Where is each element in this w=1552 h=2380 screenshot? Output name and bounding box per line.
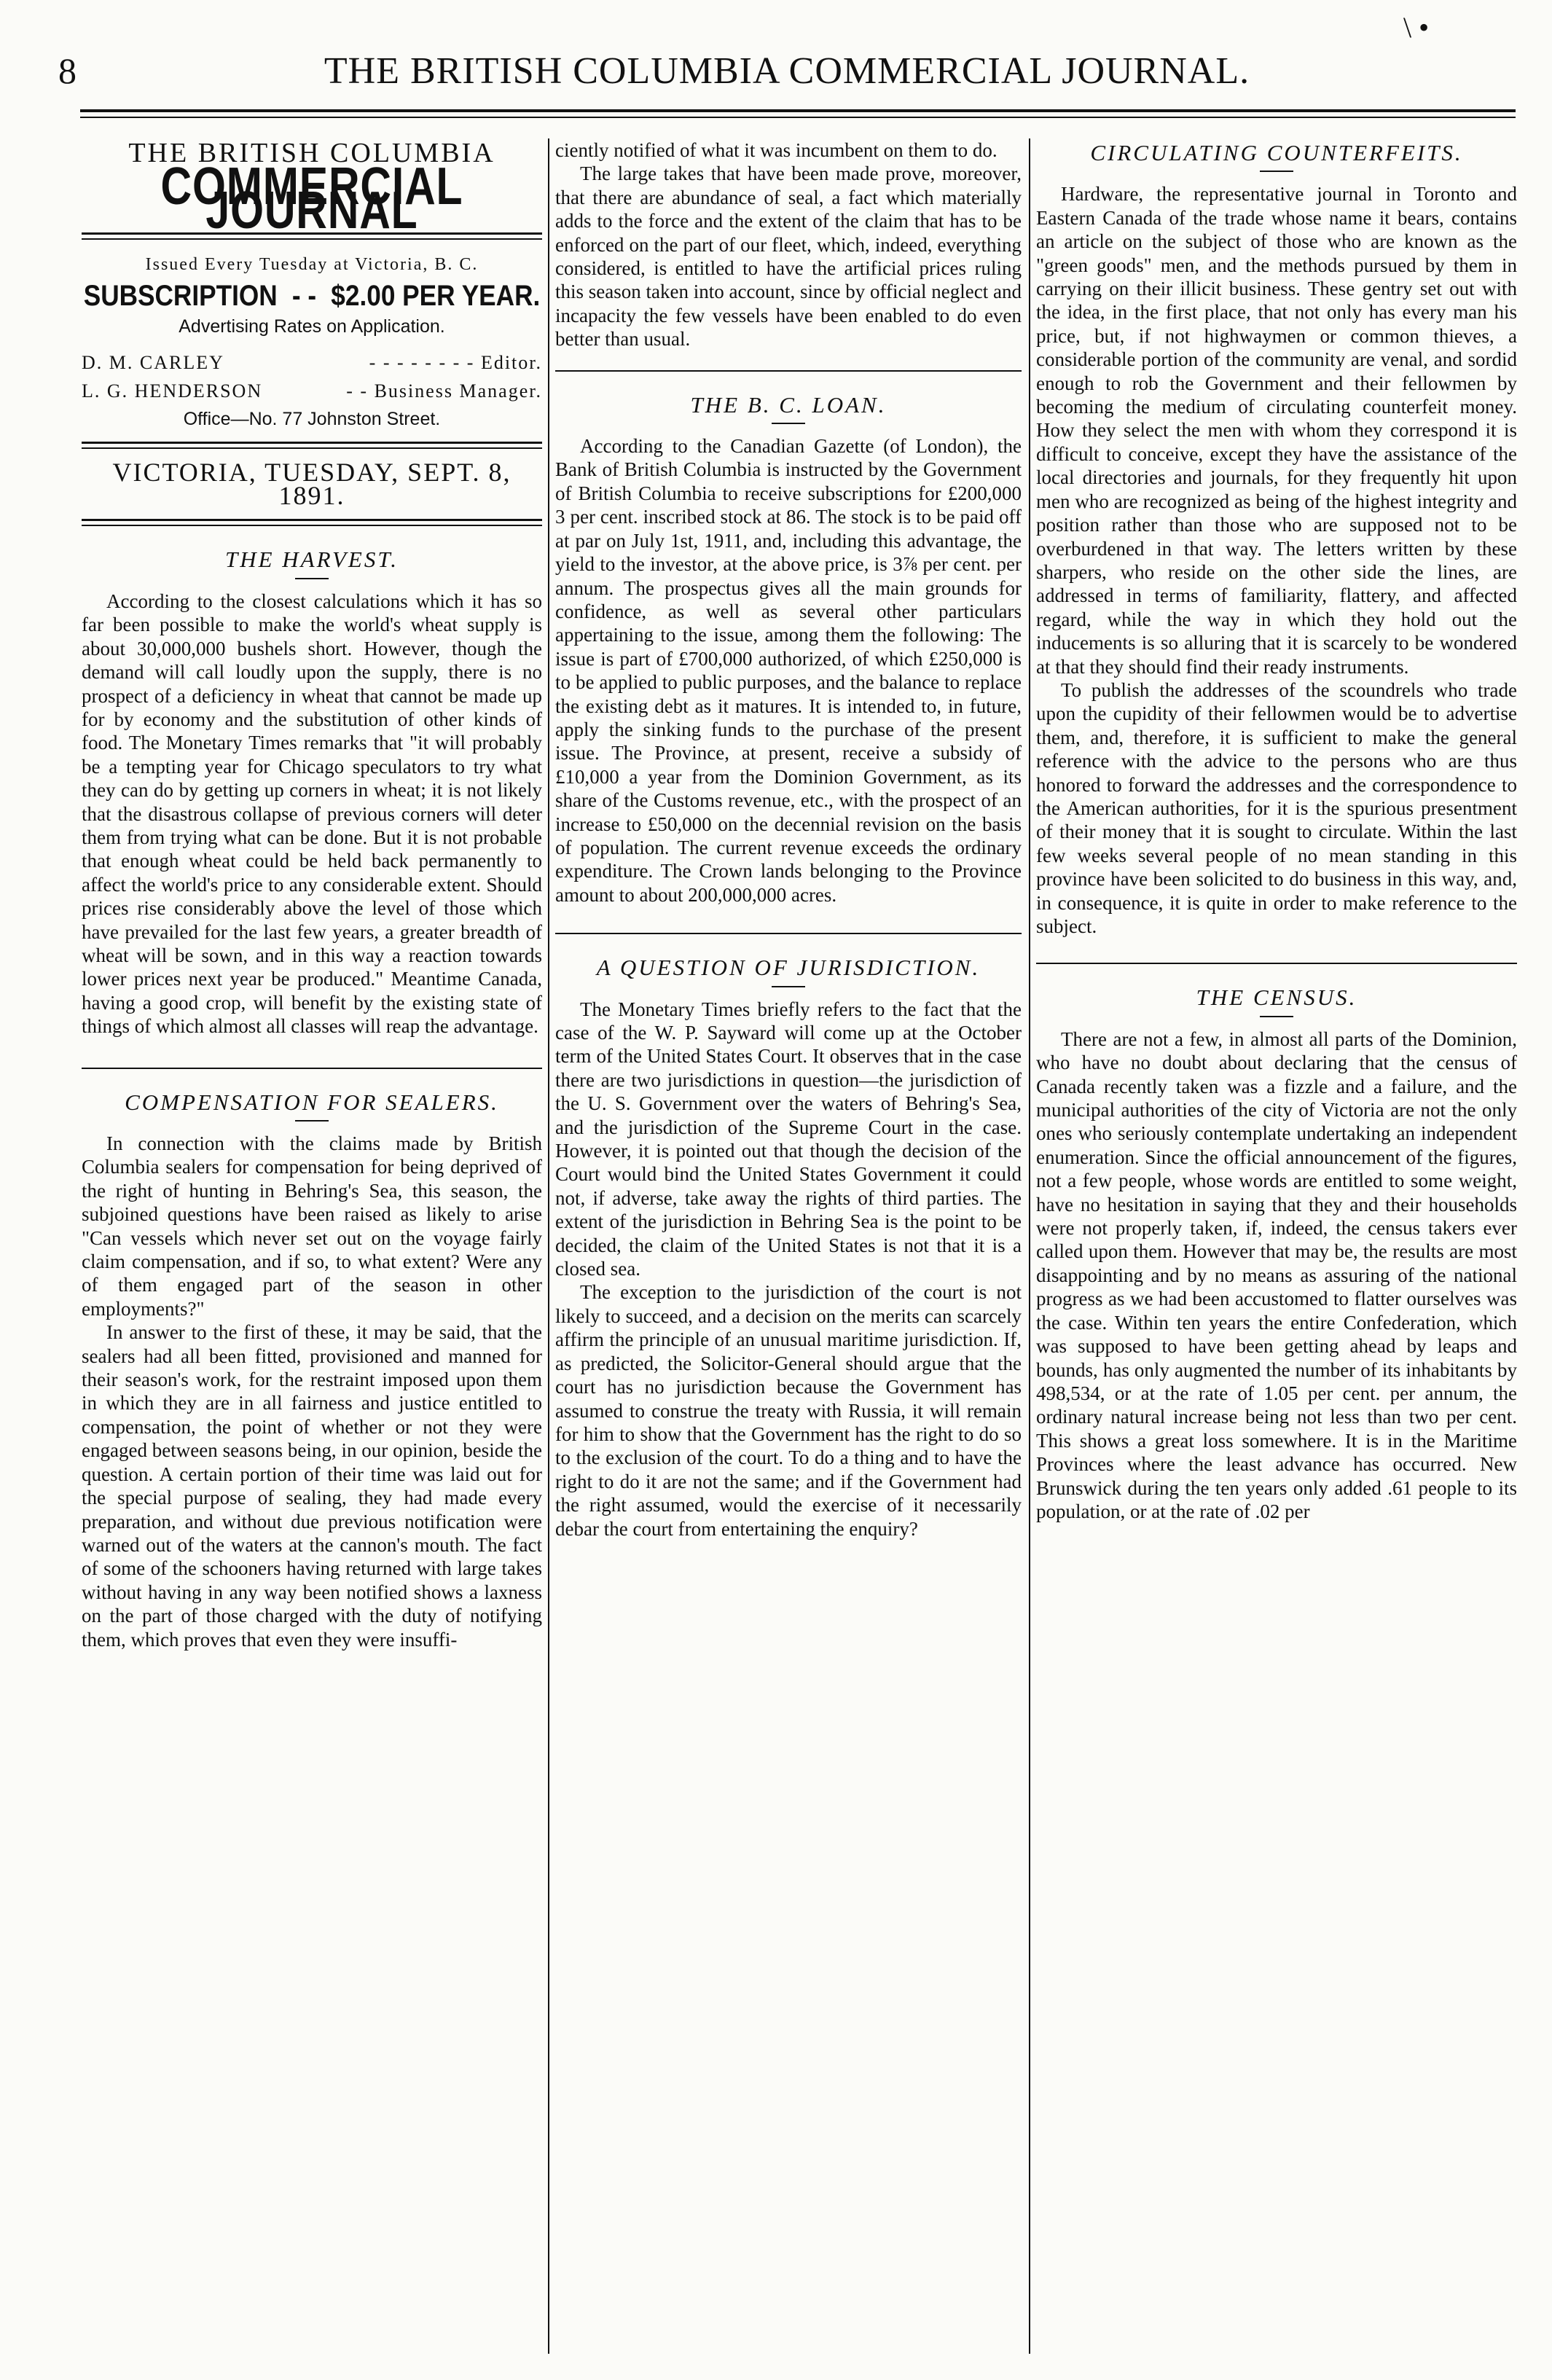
census-paragraph: There are not a few, in almost all parts of the Dominion, who have no doubt about declaring that the census of Canada recently taken was a fizzle and a failure, and the municipal authorities of the city of Victoria are not the only ones who seriously contemplate undertaking an independent enumeration. Since the official announcement of the figures, not a few people, whose words are entitled to some weight, have no hesitation in saying that they and their households were not properly taken, if, indeed, the census takers ever called upon them. However that may be, the results are most disappointing and by no means as assuring of the national progress as we had been accustomed to flatter ourselves was the case. Within ten years the entire Confederation, which was supposed to have been getting ahead by leaps and bounds, has only augmented the number of its inhabitants by 498,534, or at the rate of 1.05 per cent. per annum, the ordinary natural increase being not less than two per cent. This shows a great loss somewhere. It is in the Maritime Provinces where the least advance has occurred. New Brunswick during the ten years only added .61 people to its population, or at the rate of .02 per <box>1036 1027 1517 1522</box>
sealers-paragraph: In answer to the first of these, it may be said, that the sealers had all been fitted, provisioned and manned for their season's work, for the restraint imposed upon them in which they are in all fairness and justice entitled to compensation, the point of whether or not they were engaged between seasons being, in our opinion, beside the question. A certain portion of their time was laid out for the special purpose of sealing, they had made every preparation, and without due previous notification were warned out of the waters at the cannon's mouth. The fact of some of the schooners having returned with large takes without having in any way been notified shows a laxness on the part of those charged with the duty of notifying them, which proves that even they were insuffi- <box>82 1321 542 1651</box>
manager-name: L. G. HENDERSON <box>82 380 263 402</box>
double-rule <box>82 519 542 526</box>
heading-dash <box>1260 171 1293 172</box>
subscription-dashes: - - <box>291 279 317 312</box>
counterfeits-heading: CIRCULATING COUNTERFEITS. <box>1090 140 1463 165</box>
masthead <box>82 138 542 240</box>
harvest-paragraph: According to the closest calculations which it has so far been possible to make the world's wheat supply is about 30,000,000 bushels short. However, though the demand will call loudly upon the supply, there is no prospect of a deficiency in wheat that cannot be made up for by economy and the substitution of other kinds of food. The Monetary Times remarks that "it will probably be a tempting year for Chicago speculators to try what they can do by getting up corners in wheat; it is not likely that the disastrous collapse of previous corners will deter them from trying what can be done. But it is not probable that enough wheat could be held back permanently to affect the world's price to any considerable extent. Should prices rise considerably above the level of those which have prevailed for the last few years, a greater breadth of wheat will be sown, and in this way a reaction towards lower prices next year be produced." Meantime Canada, having a good crop, will benefit by the existing state of things of which almost all classes will reap the advantage. <box>82 590 542 1038</box>
column-3 <box>1036 138 1517 2365</box>
section-rule <box>555 370 1022 372</box>
sealers-heading: COMPENSATION FOR SEALERS. <box>125 1089 499 1115</box>
subscription-line <box>83 279 541 312</box>
subscription-label: SUBSCRIPTION <box>83 279 278 312</box>
column-rule <box>548 138 549 2354</box>
heading-dash <box>295 578 329 579</box>
running-title: THE BRITISH COLUMBIA COMMERCIAL JOURNAL. <box>324 50 1250 92</box>
editor-line <box>82 351 542 375</box>
section-rule <box>82 1068 542 1069</box>
office-address: Office—No. 77 Johnston Street. <box>183 409 441 430</box>
dateline: VICTORIA, TUESDAY, SEPT. 8, 1891. <box>112 457 512 511</box>
column-rule <box>1029 138 1030 2354</box>
sealers-paragraph: The large takes that have been made prove, moreover, that there are abundance of seal, a fact which materially adds to the force and the extent of the claim that has to be enforced on the part of our fleet, which, indeed, everything considered, is entitled to have the artificial prices ruling this season taken into account, since by official neglect and incapacity the few vessels have been enabled to do even better than usual. <box>555 163 1022 351</box>
page-number: 8 <box>58 50 77 91</box>
heading-dash <box>772 423 805 424</box>
issued-line: Issued Every Tuesday at Victoria, B. C. <box>145 255 479 275</box>
section-rule <box>555 933 1022 934</box>
double-rule <box>82 442 542 449</box>
sealers-paragraph: ciently notified of what it was incumbent on them to do. <box>555 139 998 161</box>
column-2 <box>555 138 1022 2365</box>
census-heading: THE CENSUS. <box>1196 985 1357 1011</box>
subscription-price: $2.00 PER YEAR. <box>331 279 541 312</box>
header-rule-thin <box>80 117 1516 118</box>
harvest-heading: THE HARVEST. <box>224 547 399 573</box>
loan-paragraph: According to the Canadian Gazette (of London), the Bank of British Columbia is instructed by the Government of British Columbia to receive subscriptions for £200,000 3 per cent. inscribed stock at 86. The stock is to be paid off at par on July 1st, 1911, and, including this advantage, the yield to the investor, at the above price, is 3⅞ per cent. per annum. The prospectus gives all the main grounds for confidence, as well as several other particulars appertaining to the issue, among them the following: The issue is part of £700,000 authorized, of which £250,000 is to be applied to public purposes, and the balance to replace the existing debt as it matures. It is intended to, in future, apply the sinking funds to the purchase of the present issue. The Province, at present, receive a subsidy of £10,000 a year from the Dominion Government, as its share of the Customs revenue, etc., with the prospect of an increase to £50,000 on the decennial revision on the basis of population. The current revenue exceeds the ordinary expenditure. The Crown lands belonging to the Province amount to about 200,000,000 acres. <box>555 435 1022 906</box>
editor-title: - - - - - - - - Editor. <box>369 352 542 374</box>
manager-line <box>82 380 542 403</box>
jurisdiction-heading: A QUESTION OF JURISDICTION. <box>596 955 981 981</box>
masthead-line2: COMMERCIAL JOURNAL <box>160 157 463 240</box>
sealers-paragraph: In connection with the claims made by British Columbia sealers for compensation for being deprived of the right of hunting in Behring's Sea, this season, the subjoined questions have been raised as likely to arise "Can vessels which never set out on the voyage fairly claim compensation, and if so, to what extent? Were any of them engaged part of the season in other employments?" <box>82 1132 542 1320</box>
jurisdiction-paragraph: The Monetary Times briefly refers to the fact that the case of the W. P. Sayward will come up at the October term of the United States Court. It observes that in the case there are two jurisdictions in question—the jurisdiction of the U. S. Government over the waters of Behring's Sea, and the jurisdiction of the Supreme Court in the case. However, it is pointed out that though the decision of the Court would bind the United States Government it could not, if adverse, take away the rights of third parties. The extent of the jurisdiction in Behring Sea is the point to be decided, the claim of the United States is not that it is a closed sea. <box>555 998 1022 1280</box>
counterfeits-paragraph: To publish the addresses of the scoundrels who trade upon the cupidity of their fellowmen would be to advertise them, and, therefore, it is sufficient to make the general reference with the advice to the persons who are thus honored to forward the addresses and the correspondence to the American authorities, for it is the spurious presentment of their money that it is sought to circulate. Within the last few weeks several people of no mean standing in this province have been solicited to do business in this way, and, in consequence, it is quite in order to make reference to the subject. <box>1036 678 1517 937</box>
header-rule <box>80 109 1516 112</box>
counterfeits-paragraph: Hardware, the representative journal in Toronto and Eastern Canada of the trade whose name it bears, contains an article on the subject of those who are known as the "green goods" men, and the methods pursued by them in carrying on their illicit business. These gentry set out with the idea, in the first place, that not only has every man his price, but, if not highwaymen or common thieves, a considerable portion of the community are venal, and sordid enough to rob the Government and their fellowmen by becoming the medium of circulating counterfeit money. How they select the men with whom they correspond it is difficult to conceive, except they have the assistance of the local directories and journals, for they frequently hit upon men who are recognized as being of the highest integrity and position rather than those who are supposed not to be overburdened in that way. The letters written by these sharpers, who reside on the other side the lines, are addressed in terms of familiarity, flattery, and affected regard, while the way in which they hold out the inducements is so alluring that it is scarcely to be wondered at that they should find their ready instruments. <box>1036 183 1517 678</box>
advertising-note: Advertising Rates on Application. <box>179 316 445 337</box>
margin-mark: \ • <box>1403 11 1430 44</box>
masthead-line1: THE BRITISH COLUMBIA <box>128 138 495 168</box>
loan-heading: THE B. C. LOAN. <box>690 391 887 418</box>
heading-dash <box>295 1120 329 1122</box>
manager-title: - - Business Manager. <box>346 380 542 402</box>
editor-name: D. M. CARLEY <box>82 352 224 374</box>
heading-dash <box>772 986 805 987</box>
column-1 <box>82 138 542 2365</box>
heading-dash <box>1260 1016 1293 1017</box>
page-header <box>58 31 1516 111</box>
jurisdiction-paragraph: The exception to the jurisdiction of the court is not likely to succeed, and a decision on the merits can scarcely affirm the principle of an unusual maritime jurisdiction. If, as predicted, the Solicitor-General should argue that the court has no jurisdiction because the Government has assumed to construe the treaty with Russia, it will remain for him to show that the Government has the right to do so to the exclusion of the court. To do a thing and to have the right to do it are not the same; and if the Government had the right assumed, would the exercise of it necessarily debar the court from entertaining the enquiry? <box>555 1281 1022 1540</box>
section-rule <box>1036 963 1517 964</box>
